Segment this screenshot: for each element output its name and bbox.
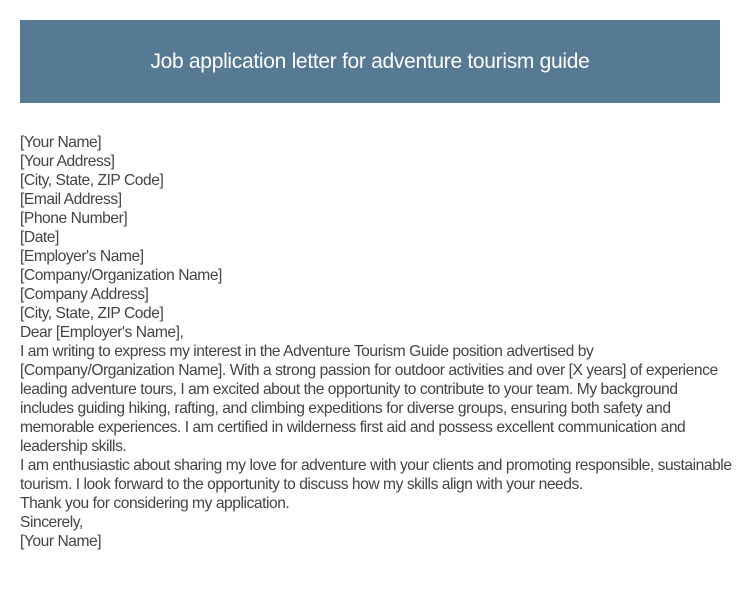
- letter-date: [Date]: [20, 229, 59, 246]
- page-title: Job application letter for adventure tourism guide: [150, 49, 590, 73]
- recipient-address: [Company Address]: [20, 286, 149, 303]
- sender-email: [Email Address]: [20, 191, 122, 208]
- letter-body: [20, 133, 736, 551]
- closing: Sincerely,: [20, 514, 83, 531]
- recipient-organization: [Company/Organization Name]: [20, 267, 222, 284]
- recipient-name: [Employer's Name]: [20, 248, 144, 265]
- paragraph-enthusiasm: I am enthusiastic about sharing my love for adventure with your clients and promoting responsible, sustainable tourism. I look forward to the opportunity to discuss how my skills align with your needs.: [20, 457, 736, 493]
- salutation: Dear [Employer's Name],: [20, 324, 184, 341]
- sender-address: [Your Address]: [20, 153, 115, 170]
- sender-phone: [Phone Number]: [20, 210, 128, 227]
- page-header: [20, 20, 720, 103]
- recipient-city-state-zip: [City, State, ZIP Code]: [20, 305, 164, 322]
- sender-city-state-zip: [City, State, ZIP Code]: [20, 172, 164, 189]
- paragraph-thanks: Thank you for considering my application.: [20, 495, 290, 512]
- sender-name: [Your Name]: [20, 134, 102, 151]
- paragraph-intro: I am writing to express my interest in the Adventure Tourism Guide position advertised by [Company/Organization Name]. With a strong passion for outdoor activities and over [X years] of experience leading adventure tours, I am excited about the opportunity to contribute to your team. My background includes guiding hiking, rafting, and climbing expeditions for diverse groups, ensuring both safety and memorable experiences. I am certified in wilderness first aid and possess excellent communication and leadership skills.: [20, 343, 722, 455]
- signature: [Your Name]: [20, 533, 102, 550]
